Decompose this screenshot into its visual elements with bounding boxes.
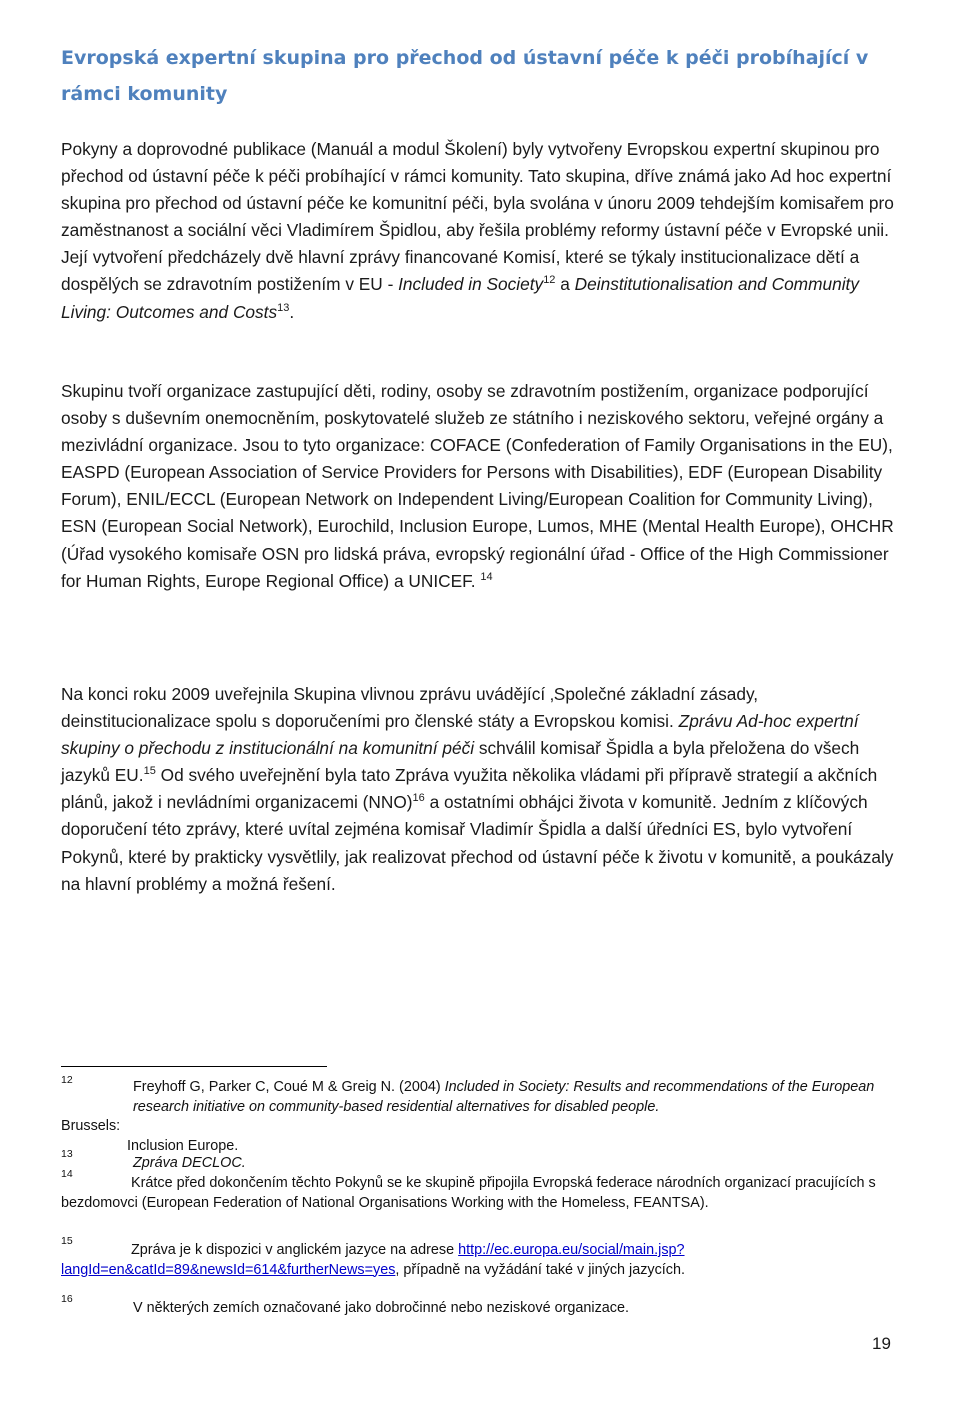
footnote-ref-12[interactable]: 12 xyxy=(543,274,556,287)
italic-title: Zprávu Ad-hoc expertní skupiny o přechodu z institucionální na komunitní péči xyxy=(61,711,859,759)
footnote-text-part: Zpráva je k dispozici v anglickém jazyce na adrese xyxy=(131,1242,459,1258)
italic-title: Deinstitutionalisation and Community Living: Outcomes and Costs xyxy=(61,274,859,322)
footnote-text xyxy=(61,1154,911,1174)
footnote-text-part: , případně na vyžádání také v jiných jazycích. xyxy=(395,1261,685,1278)
footnote-divider xyxy=(61,1066,327,1067)
page-title: Evropská expertní skupina pro přechod od ústavní péče k péči probíhající v rámci komunity xyxy=(61,47,869,105)
page-number: 19 xyxy=(872,1334,891,1353)
footnote-citation: Freyhoff G, Parker C, Coué M & Greig N. (2004) xyxy=(133,1079,445,1095)
footnote-text: Brussels: xyxy=(61,1118,121,1134)
paragraph-intro xyxy=(61,136,898,326)
footnote-text: Inclusion Europe. xyxy=(127,1137,239,1154)
footnote-ref-14[interactable]: 14 xyxy=(480,570,493,583)
footnote-ref-13[interactable]: 13 xyxy=(277,301,290,314)
paragraph-text: Od svého uveřejnění byla tato Zpráva využita několika vládami při přípravě strategií a akčních plánů, jakož i nevládními organizacemi (NNO) xyxy=(61,765,878,813)
footnote-ref-16[interactable]: 16 xyxy=(412,792,425,805)
footnote-number: 13 xyxy=(61,1148,73,1160)
footnote-text: Krátce před dokončením těchto Pokynů se ke skupině připojila Evropská federace národních organizací pracujících s bezdomovci (European Federation of National Organisations Working with the Homeless, FEANTSA). xyxy=(61,1175,876,1211)
footnote-italic-title: Zpráva DECLOC. xyxy=(133,1155,246,1171)
footnote-italic-title: Included in Society: Results and recommendations of the European research initiative on community-based residential alternatives for disabled people. xyxy=(133,1079,875,1115)
footnote-text xyxy=(61,1241,911,1280)
paragraph-text: Skupinu tvoří organizace zastupující děti, rodiny, osoby se zdravotním postižením, organizace podporující osoby s duševním onemocněním, poskytovatelé služeb ze státního i neziskového sektoru, veřejné orgány a mezivládní organizace. Jsou to tyto organizace: COFACE (Confederation of Family Organisations in the EU), EASPD (European Association of Service Providers for Persons with Disabilities), EDF (European Disability Forum), ENIL/ECCL (European Network on Independent Living/European Coalition for Community Living), ESN (European Social Network), Eurochild, Inclusion Europe, Lumos, MHE (Mental Health Europe), OHCHR (Úřad vysokého komisaře OSN pro lidská práva, evropský regionální úřad - Office of the High Commissioner for Human Rights, Europe Regional Office) a UNICEF. xyxy=(61,381,894,591)
paragraph-text: schválil komisař Špidla a byla přeložena do všech jazyků EU. xyxy=(61,738,860,786)
footnote-text xyxy=(61,1078,911,1117)
paragraph-text: Na konci roku 2009 uveřejnila Skupina vlivnou zprávu uvádějící ‚Společné základní zásady, deinstitucionalizace spolu s doporučeními pro členské státy a Evropskou komisi. xyxy=(61,684,759,732)
footnote-number: 15 xyxy=(61,1235,73,1247)
footnote-number: 16 xyxy=(61,1293,73,1305)
paragraph-text: a ostatními obhájci života v komunitě. Jedním z klíčových doporučení této zprávy, které uvítal zejména komisař Vladimír Špidla a další úředníci ES, bylo vytvoření Pokynů, které by prakticky vysvětlily, jak realizovat přechod od ústavní péče k životu v komunitě, a poukázaly na hlavní problémy a možná řešení. xyxy=(61,792,894,894)
paragraph-members xyxy=(61,378,898,595)
footnote-12 xyxy=(61,1074,911,1156)
footnote-14 xyxy=(61,1168,911,1213)
footnote-15 xyxy=(61,1235,911,1280)
footnote-number: 12 xyxy=(61,1074,73,1086)
footnote-ref-15[interactable]: 15 xyxy=(143,765,156,778)
footnote-text: V některých zemích označované jako dobročinné nebo neziskové organizace. xyxy=(133,1300,629,1316)
paragraph-text: . xyxy=(289,301,295,322)
footnote-16 xyxy=(61,1293,911,1319)
paragraph-text: a xyxy=(555,274,575,295)
footnote-number: 14 xyxy=(61,1168,73,1180)
paragraph-text: Pokyny a doprovodné publikace (Manuál a modul Školení) byly vytvořeny Evropskou expertní skupinou pro přechod od ústavní péče k péči probíhající v rámci komunity. Tato skupina, dříve známá jako Ad hoc expertní skupina pro přechod od ústavní péče ke komunitní péči, byla svolána v únoru 2009 tehdejším komisařem pro zaměstnanost a sociální věci Vladimírem Špidlou, aby řešila problémy reformy ústavní péče v Evropské unii. Její vytvoření předcházely dvě hlavní zprávy financované Komisí, které se týkaly institucionalizace dětí a dospělých se zdravotním postižením v EU - xyxy=(61,139,894,295)
paragraph-report xyxy=(61,681,898,898)
italic-title: Included in Society xyxy=(398,274,544,295)
report-link[interactable]: http://ec.europa.eu/social/main.jsp?langId=en&catId=89&newsId=614&furtherNews=yes xyxy=(61,1242,685,1278)
footnote-13 xyxy=(61,1148,911,1174)
